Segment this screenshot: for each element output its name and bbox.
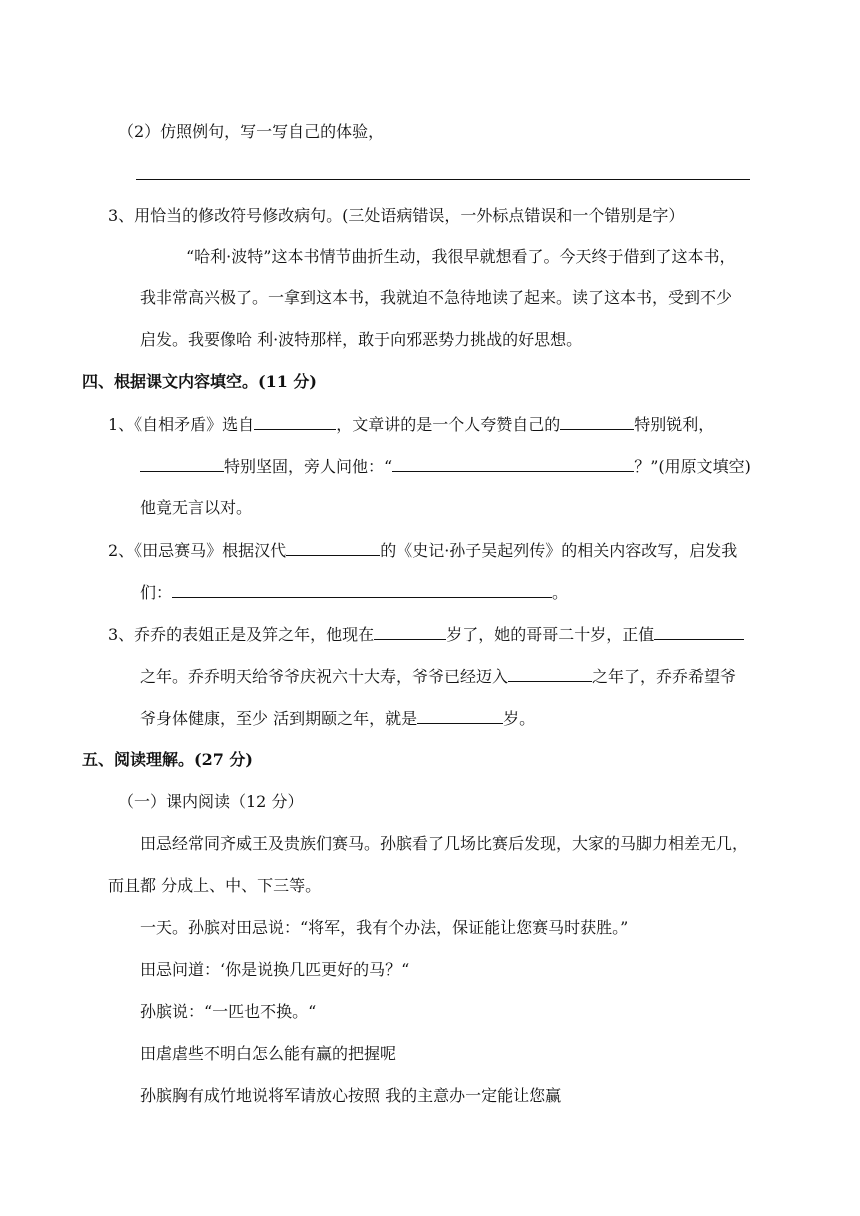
reading-paragraph: 孙膑说：“一匹也不换。“ bbox=[140, 1002, 317, 1021]
s4-q3-line-1 bbox=[108, 624, 744, 645]
text: ，文章讲的是一个人夸赞自己的 bbox=[336, 415, 561, 434]
s4-q2-line-1 bbox=[108, 540, 737, 561]
section-4-heading: 四、根据课文内容填空。(11 分) bbox=[82, 372, 317, 391]
blank bbox=[654, 624, 744, 640]
reading-paragraph: 一天。孙膑对田忌说：“将军，我有个办法，保证能让您赛马时获胜。” bbox=[140, 918, 629, 937]
s4-q1-line-3: 他竟无言以对。 bbox=[140, 498, 253, 517]
s4-q1-line-2 bbox=[140, 456, 751, 477]
s4-q2-line-2 bbox=[140, 582, 568, 603]
text: 。 bbox=[552, 583, 569, 602]
s4-q3-line-3 bbox=[140, 708, 535, 729]
passage-line-2: 我非常高兴极了。一拿到这本书，我就迫不急待地读了起来。读了这本书，受到不少 bbox=[140, 288, 733, 307]
question-3-instruction: 3、用恰当的修改符号修改病句。(三处语病错误，一外标点错误和一个错别是字） bbox=[108, 206, 685, 225]
text: 的《史记·孙子吴起列传》的相关内容改写，启发我 bbox=[380, 541, 738, 560]
blank bbox=[172, 582, 552, 598]
text: 岁了，她的哥哥二十岁，正值 bbox=[446, 625, 655, 644]
section-5-subheading: （一）课内阅读（12 分） bbox=[118, 792, 304, 811]
text: 2、《田忌赛马》根据汉代 bbox=[108, 541, 287, 560]
answer-line bbox=[136, 179, 750, 180]
reading-paragraph: 田虐虐些不明白怎么能有赢的把握呢 bbox=[140, 1044, 397, 1063]
blank bbox=[140, 456, 224, 472]
text: 1、《自相矛盾》选自 bbox=[108, 415, 255, 434]
s4-q1-line-1 bbox=[108, 414, 714, 435]
text: 们： bbox=[140, 583, 173, 602]
passage-line-3: 启发。我要像哈 利·波特那样，敢于向邪恶势力挑战的好思想。 bbox=[140, 330, 583, 349]
section-5-heading: 五、阅读理解。(27 分) bbox=[82, 750, 253, 769]
blank bbox=[286, 540, 380, 556]
reading-paragraph: 田忌经常同齐威王及贵族们赛马。孙膑看了几场比赛后发现，大家的马脚力相差无几， bbox=[140, 834, 749, 853]
text: 爷身体健康，至少 活到期颐之年，就是 bbox=[140, 709, 418, 728]
blank bbox=[392, 456, 634, 472]
text: 3、乔乔的表姐正是及笄之年，他现在 bbox=[108, 625, 375, 644]
text: 之年。乔乔明天给爷爷庆祝六十大寿，爷爷已经迈入 bbox=[140, 667, 509, 686]
blank bbox=[560, 414, 634, 430]
reading-paragraph: 孙膑胸有成竹地说将军请放心按照 我的主意办一定能让您赢 bbox=[140, 1086, 562, 1105]
blank bbox=[374, 624, 446, 640]
question-2-prompt: （2）仿照例句，写一写自己的体验， bbox=[118, 122, 385, 141]
blank bbox=[508, 666, 592, 682]
text: 岁。 bbox=[503, 709, 536, 728]
blank bbox=[254, 414, 336, 430]
text: 特别坚固，旁人问他：“ bbox=[224, 457, 393, 476]
text: 特别锐利， bbox=[634, 415, 715, 434]
blank bbox=[417, 708, 503, 724]
text: ？”(用原文填空) bbox=[634, 457, 751, 476]
reading-paragraph: 而且都 分成上、中、下三等。 bbox=[108, 876, 322, 895]
s4-q3-line-2 bbox=[140, 666, 736, 687]
passage-line-1: “哈利·波特”这本书情节曲折生动，我很早就想看了。今天终于借到了这本书， bbox=[186, 247, 736, 266]
text: 之年了，乔乔希望爷 bbox=[592, 667, 737, 686]
reading-paragraph: 田忌问道：‘你是说换几匹更好的马？“ bbox=[140, 960, 410, 979]
